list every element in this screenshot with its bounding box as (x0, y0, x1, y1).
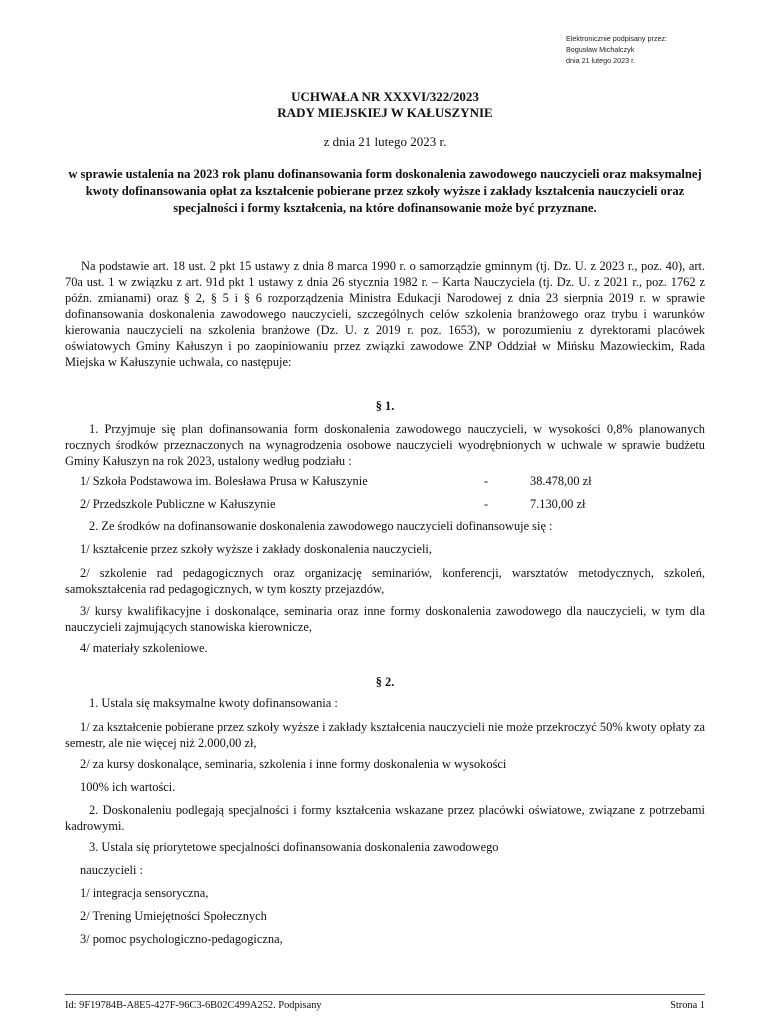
section-1-heading: § 1. (375, 399, 395, 413)
list-item: 2/ szkolenie rad pedagogicznych oraz organizację seminariów, konferencji, warsztatów metodycznych, szkoleń, samokształcenia rad pedagogicznych, w tym koszty przejazdów, (65, 566, 705, 596)
list-item: 1/ integracja sensoryczna, (80, 886, 209, 900)
resolution-number: UCHWAŁA NR XXXVI/322/2023 (291, 89, 479, 104)
list-item: 2/ za kursy doskonalące, seminaria, szkolenia i inne formy doskonalenia w wysokości (80, 757, 507, 771)
section-2-paragraph-1: 1. Ustala się maksymalne kwoty dofinansowania : (89, 696, 338, 710)
section-1-paragraph-2: 2. Ze środków na dofinansowanie doskonalenia zawodowego nauczycieli dofinansowuje się : (89, 519, 553, 533)
allocation-name: 1/ Szkoła Podstawowa im. Bolesława Prusa w Kałuszynie (80, 474, 368, 488)
allocation-row (80, 497, 690, 513)
list-item: 4/ materiały szkoleniowe. (80, 641, 208, 655)
list-item: 1/ kształcenie przez szkoły wyższe i zakłady doskonalenia nauczycieli, (80, 542, 432, 556)
section-2-paragraph-3-continuation: nauczycieli : (80, 863, 143, 877)
electronic-signature-note (566, 33, 756, 66)
section-1-paragraph-1: 1. Przyjmuje się plan dofinansowania form doskonalenia zawodowego nauczycieli, w wysokości 0,8% planowanych rocznych środków przeznaczonych na wynagrodzenia osobowe nauczycieli wyodrębnionych w uchwale w sprawie budżetu Gminy Kałuszyn na rok 2023, ustalony według podziału : (65, 422, 705, 468)
footer-divider (65, 994, 705, 995)
list-item: 3/ kursy kwalifikacyjne i doskonalące, seminaria oraz inne formy doskonalenia zawodowego dla nauczycieli, w tym dla nauczycieli zajmujących stanowiska kierownicze, (65, 604, 705, 634)
list-item: 1/ za kształcenie pobierane przez szkoły wyższe i zakłady kształcenia nauczycieli nie może przekroczyć 50% kwoty opłaty za semestr, ale nie więcej niż 2.000,00 zł, (65, 720, 705, 750)
allocation-row (80, 474, 690, 490)
allocation-dash: - (484, 497, 489, 511)
page-number: Strona 1 (670, 1000, 705, 1011)
signature-date: dnia 21 lutego 2023 r. (566, 56, 636, 65)
resolution-date: z dnia 21 lutego 2023 r. (323, 134, 447, 149)
section-2-paragraph-2: 2. Doskonaleniu podlegają specjalności i formy kształcenia wskazane przez placówki oświatowe, związane z potrzebami kadrowymi. (65, 803, 705, 833)
allocation-name: 2/ Przedszkole Publiczne w Kałuszynie (80, 497, 276, 511)
document-id: Id: 9F19784B-A8E5-427F-96C3-6B02C499A252. Podpisany (65, 1000, 322, 1011)
list-item: 2/ Trening Umiejętności Społecznych (80, 909, 267, 923)
council-name: RADY MIEJSKIEJ W KAŁUSZYNIE (277, 105, 493, 120)
list-item: 3/ pomoc psychologiczno-pedagogiczna, (80, 932, 283, 946)
preamble (65, 258, 705, 370)
preamble-text: Na podstawie art. 18 ust. 2 pkt 15 ustawy z dnia 8 marca 1990 r. o samorządzie gminnym (tj. Dz. U. z 2023 r., poz. 40), art. 70a ust. 1 w związku z art. 91d pkt 1 ustawy z dnia 26 stycznia 1982 r. – Karta Nauczyciela (tj. Dz. U. z 2021 r., poz. 1762 z późn. zmianami) oraz § 2, § 5 i § 6 rozporządzenia Ministra Edukacji Narodowej z dnia 23 sierpnia 2019 r. w sprawie dofinansowania doskonalenia zawodowego nauczycieli, szczególnych celów szkolenia branżowego oraz trybu i warunków kierowania nauczycieli na szkolenia branżowe (Dz. U. z 2019 r. poz. 1653), w porozumieniu z dyrektorami placówek oświatowych Gminy Kałuszyn i po zaopiniowaniu przez związki zawodowe ZNP Oddział w Mińsku Mazowieckim, Rada Miejska w Kałuszynie uchwala, co następuje: (65, 259, 705, 369)
signature-line: Elektronicznie podpisany przez: (566, 34, 668, 43)
allocation-amount: 7.130,00 zł (530, 497, 586, 511)
allocation-dash: - (484, 474, 489, 488)
allocation-amount: 38.478,00 zł (530, 474, 592, 488)
section-2-paragraph-3: 3. Ustala się priorytetowe specjalności dofinansowania doskonalenia zawodowego (89, 840, 499, 854)
section-2-heading: § 2. (375, 675, 395, 689)
resolution-subject: w sprawie ustalenia na 2023 rok planu dofinansowania form doskonalenia zawodowego nauczycieli oraz maksymalnej kwoty dofinansowania opłat za kształcenie pobierane przez szkoły wyższe i zakłady kształcenia nauczycieli oraz specjalności i formy kształcenia, na które dofinansowanie może być przyznane. (68, 167, 702, 215)
signature-signer: Bogusław Michalczyk (566, 45, 635, 54)
list-item-continuation: 100% ich wartości. (80, 780, 176, 794)
